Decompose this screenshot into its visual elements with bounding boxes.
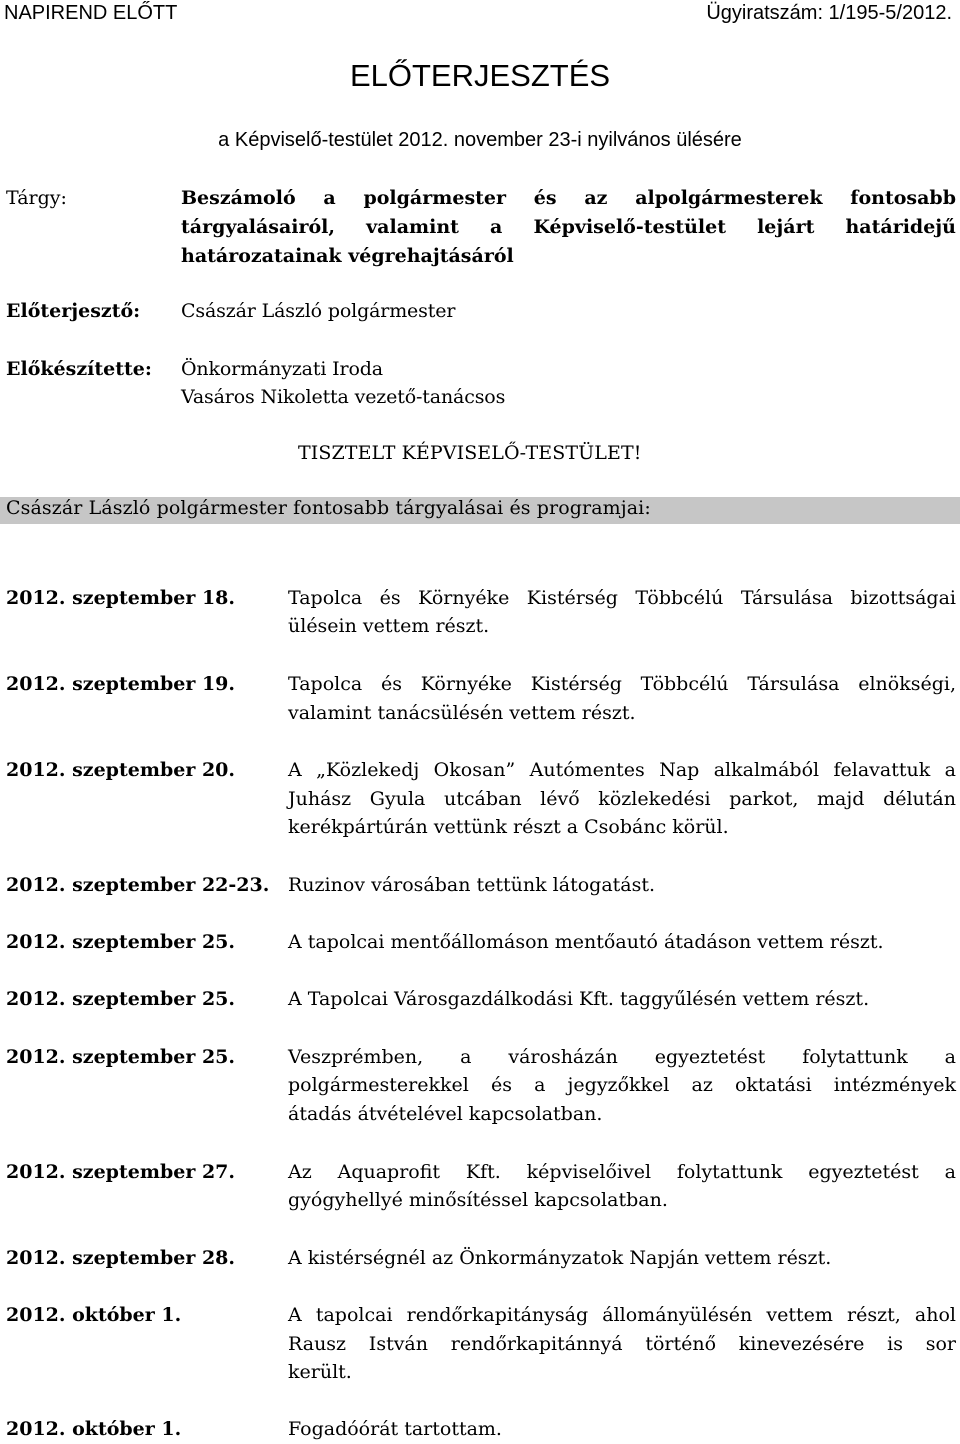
presenter-name: Császár László polgármester — [181, 300, 456, 322]
entry-text: Ruzinov városában tettünk látogatást. — [288, 874, 656, 896]
subject-line: Beszámoló a polgármester és az alpolgármesterek fontosabb — [181, 187, 956, 209]
prepared-label: Előkészítette: — [6, 358, 152, 380]
entry-date: 2012. szeptember 20. — [6, 759, 235, 781]
prepared-office: Önkormányzati Iroda — [181, 358, 383, 380]
entry-text: gyógyhellyé minősítéssel kapcsolatban. — [288, 1189, 668, 1211]
entry-date: 2012. szeptember 28. — [6, 1247, 235, 1269]
prepared-person: Vasáros Nikoletta vezető-tanácsos — [181, 386, 506, 408]
entry-text: valamint tanácsülésén vettem részt. — [288, 702, 636, 724]
entry-date: 2012. szeptember 25. — [6, 1046, 235, 1068]
entry-text: átadás átvételével kapcsolatban. — [288, 1103, 603, 1125]
entry-date: 2012. október 1. — [6, 1418, 182, 1440]
subject-line: tárgyalásairól, valamint a Képviselő-testület lejárt határidejű — [181, 216, 956, 238]
entry-text: ülésein vettem részt. — [288, 615, 490, 637]
document-title: ELŐTERJESZTÉS — [349, 58, 611, 93]
presenter-label: Előterjesztő: — [6, 300, 141, 322]
greeting: TISZTELT KÉPVISELŐ-TESTÜLET! — [298, 442, 642, 464]
entry-text: Juhász Gyula utcában lévő közlekedési parkot, majd délután — [288, 788, 956, 810]
entry-date: 2012. szeptember 27. — [6, 1161, 235, 1183]
entry-text: polgármesterekkel és a jegyzőkkel az oktatási intézmények — [288, 1074, 956, 1096]
file-number: Ügyiratszám: 1/195-5/2012. — [706, 2, 952, 24]
entry-text: A kistérségnél az Önkormányzatok Napján vettem részt. — [288, 1247, 832, 1269]
entry-text: került. — [288, 1361, 352, 1383]
agenda-note: NAPIREND ELŐTT — [4, 2, 178, 24]
session-line: a Képviselő-testület 2012. november 23-i nyilvános ülésére — [218, 129, 742, 151]
entry-text: Az Aquaprofit Kft. képviselőivel folytattunk egyeztetést a — [288, 1161, 956, 1183]
subject-line: határozatainak végrehajtásáról — [181, 245, 514, 267]
entry-date: 2012. szeptember 22-23. — [6, 874, 270, 896]
entry-text: A tapolcai rendőrkapitányság állományülésén vettem részt, ahol — [288, 1304, 956, 1326]
entry-text: Tapolca és Környéke Kistérség Többcélú Társulása bizottságai — [288, 587, 956, 609]
entry-date: 2012. szeptember 25. — [6, 931, 235, 953]
entry-date: 2012. szeptember 18. — [6, 587, 235, 609]
section-heading: Császár László polgármester fontosabb tárgyalásai és programjai: — [6, 497, 651, 519]
entry-text: kerékpártúrán vettünk részt a Csobánc körül. — [288, 816, 729, 838]
subject-label: Tárgy: — [6, 187, 67, 209]
entry-text: A „Közlekedj Okosan” Autómentes Nap alkalmából felavattuk a — [288, 759, 956, 781]
entry-text: Rausz István rendőrkapitánnyá történő kinevezésére is sor — [288, 1333, 956, 1355]
entry-date: 2012. október 1. — [6, 1304, 182, 1326]
entry-text: A tapolcai mentőállomáson mentőautó átadáson vettem részt. — [288, 931, 884, 953]
entry-date: 2012. szeptember 25. — [6, 988, 235, 1010]
entry-text: Veszprémben, a városházán egyeztetést folytattunk a — [288, 1046, 956, 1068]
entry-text: A Tapolcai Városgazdálkodási Kft. taggyűlésén vettem részt. — [288, 988, 870, 1010]
entry-text: Fogadóórát tartottam. — [288, 1418, 502, 1440]
entry-text: Tapolca és Környéke Kistérség Többcélú Társulása elnökségi, — [288, 673, 956, 695]
entry-date: 2012. szeptember 19. — [6, 673, 235, 695]
